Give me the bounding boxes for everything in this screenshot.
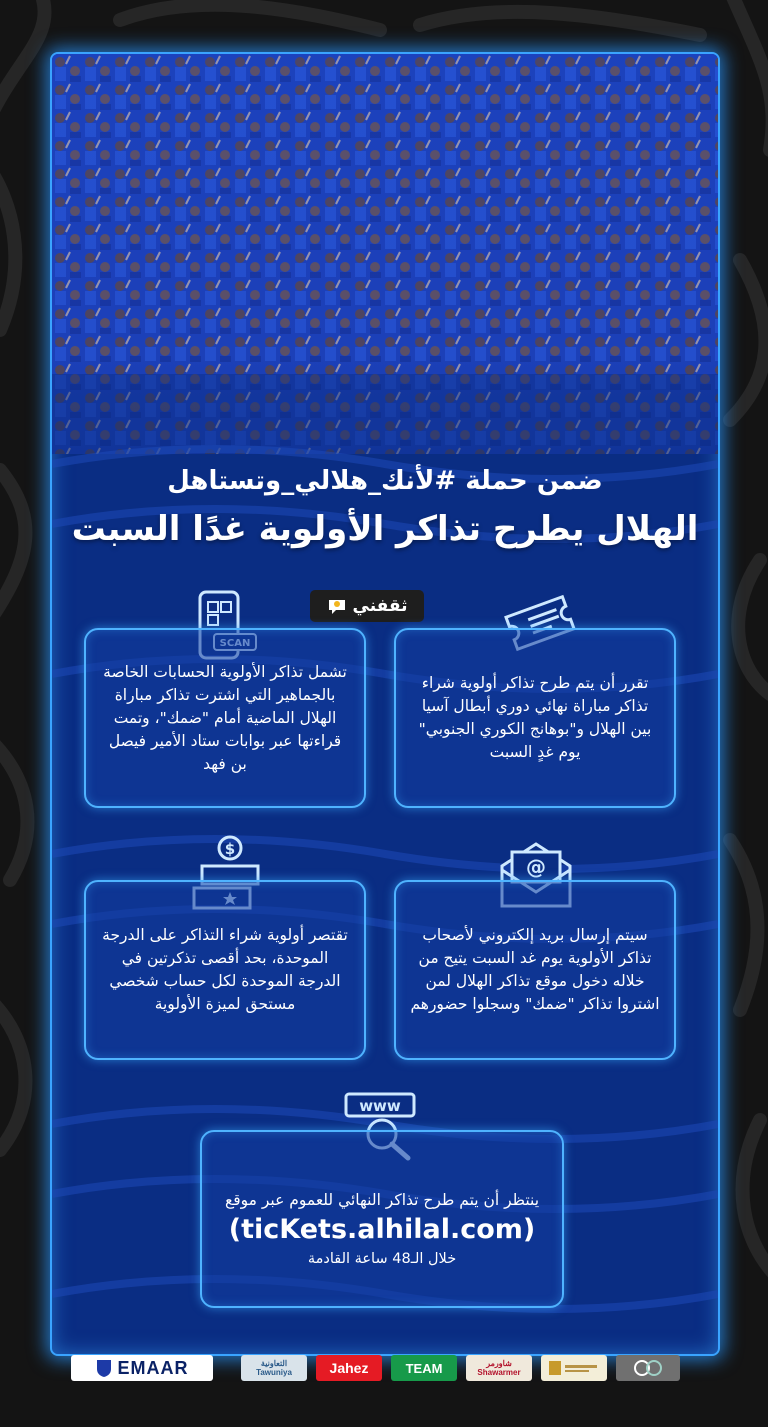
sponsor-alhilal-emaar [71, 1355, 213, 1381]
card-text: تقرر أن يتم طرح تذاكر أولوية شراء تذاكر مباراة نهائي دوري أبطال آسيا بين الهلال و"بوهانج الكوري الجنوبي" يوم غدٍ السبت [418, 674, 652, 761]
info-card-eligible-accounts [84, 628, 366, 808]
sponsor-logo-gray [616, 1355, 680, 1381]
info-card-email-notice [394, 880, 676, 1060]
sponsor-shawarmer [466, 1355, 532, 1381]
info-card-public-sale [200, 1130, 564, 1308]
shawarmer-ar: شاورمر [486, 1359, 512, 1368]
speech-bulb-icon [327, 596, 347, 616]
tickets-website-url[interactable]: (ticKets.alhilal.com) [228, 1214, 536, 1245]
campaign-hashtag: ضمن حملة #لأنك_هلالي_وتستاهل [167, 466, 603, 496]
public-sale-line: ينتظر أن يتم طرح تذاكر النهائي للعموم عبر موقع [224, 1191, 540, 1209]
sponsor-jahez [316, 1355, 382, 1381]
www-label: www [359, 1097, 401, 1115]
card-text: تشمل تذاكر الأولوية الحسابات الخاصة بالجماهير التي اشترت تذاكر مباراة الهلال الماضية أمام "ضمك"، وتمت قراءتها عبر بوابات ستاد الأمير فيصل بن فهد [103, 662, 347, 773]
circle-emblem-icon [628, 1358, 668, 1378]
team-label: TEAM [405, 1360, 443, 1376]
public-sale-timeframe: خلال الـ48 ساعة القادمة [307, 1251, 457, 1267]
tawuniya-en: Tawuniya [256, 1368, 292, 1377]
brand-label: ثقفني [352, 596, 408, 616]
shawarmer-en: Shawarmer [477, 1368, 521, 1377]
dollar-symbol: $ [224, 840, 236, 858]
sponsor-logo-gold [541, 1355, 607, 1381]
jahez-label: Jahez [329, 1360, 369, 1376]
email-symbol: @ [526, 855, 546, 879]
page-title: الهلال يطرح تذاكر الأولوية غدًا السبت [71, 509, 699, 549]
tawuniya-ar: التعاونية [260, 1359, 288, 1368]
sponsor-team [391, 1355, 457, 1381]
info-card-ticket-release [394, 628, 676, 808]
club-crest-icon [96, 1358, 112, 1378]
gold-emblem-icon [547, 1358, 601, 1378]
card-text: سيتم إرسال بريد إلكتروني لأصحاب تذاكر الأولوية يوم غد السبت يتيح من خلاله دخول موقع تذاكر الهلال لمن اشتروا تذاكر "ضمك" وسجلوا حضورهم [410, 926, 660, 1013]
info-card-purchase-limit [84, 880, 366, 1060]
brand-logo [310, 590, 424, 622]
card-text: تقتصر أولوية شراء التذاكر على الدرجة الموحدة، بحد أقصى تذكرتين في الدرجة الموحدة لكل حساب شخصي مستحق لميزة الأولوية [102, 926, 348, 1013]
emaar-label: EMAAR [117, 1357, 189, 1378]
infographic-panel [50, 52, 720, 1356]
sponsor-tawuniya [241, 1355, 307, 1381]
fans-crowd-photo [52, 54, 718, 454]
